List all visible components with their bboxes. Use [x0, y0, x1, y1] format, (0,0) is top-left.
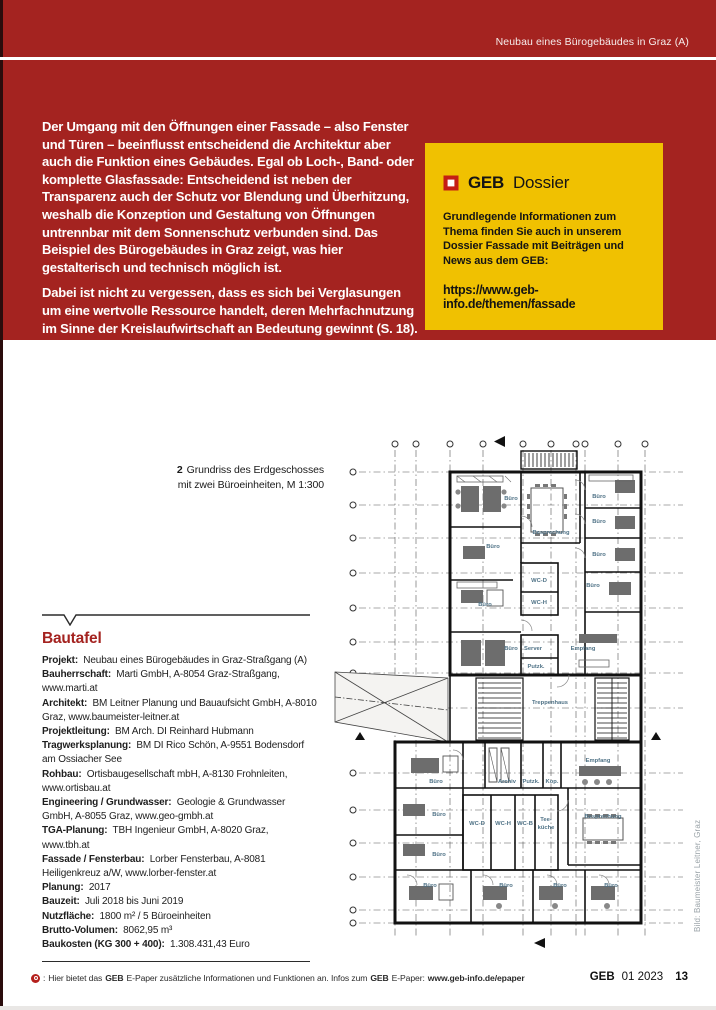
bautafel-entry: Nutzfläche: 1800 m² / 5 Büroeinheiten	[42, 910, 211, 922]
bautafel-title: Bautafel	[42, 630, 102, 647]
bautafel-entry: Bauherrschaft: Marti GmbH, A-8054 Graz-Straßgang, www.marti.at	[42, 669, 280, 695]
room-label: Büro	[486, 544, 500, 550]
room-label: Büro	[586, 583, 600, 589]
stair-core	[450, 675, 641, 742]
page-footer	[0, 971, 716, 991]
room-label: Büro	[432, 812, 446, 818]
dossier-body-pre: Grundlegende Informationen zum Thema finden Sie auch in unserem	[443, 211, 622, 238]
room-label: Putzk.	[522, 779, 540, 785]
geb-logo-icon	[443, 175, 459, 191]
bautafel-entry: Fassade / Fensterbau: Lorber Fensterbau, A-8081 Heiligenkreuz a/W, www.lorber-fenster.at	[42, 853, 266, 880]
room-label: Empfang	[570, 646, 596, 652]
header-rule	[0, 57, 716, 60]
room-label: Büro	[429, 779, 443, 785]
figure-caption-line2: mit zwei Büroeinheiten, M 1:300	[177, 479, 324, 491]
dossier-url-link[interactable]: https://www.geb-info.de/themen/fassade	[443, 283, 576, 311]
bautafel-section	[42, 612, 318, 962]
room-label: Büro	[432, 852, 446, 858]
footer-note-3: E-Paper:	[391, 973, 425, 983]
dossier-body-bold: Dossier Fassade	[443, 240, 529, 252]
room-label: Kop.	[545, 779, 559, 785]
room-label: Büro	[592, 552, 606, 558]
footer-epaper-note	[31, 973, 525, 983]
survey-marker-bottom	[534, 938, 545, 948]
room-label: Büro	[592, 519, 606, 525]
north-flag-icon	[494, 436, 505, 450]
footer-brand: GEB	[589, 971, 615, 983]
dossier-brand: GEB	[468, 173, 504, 192]
footer-note-brand-1: GEB	[105, 973, 124, 983]
dossier-body-post: mit Beiträgen und News aus dem GEB:	[443, 240, 624, 267]
room-label: WC-H	[495, 821, 511, 827]
dossier-box	[425, 143, 663, 330]
bautafel-entry: TGA-Planung: TBH Ingenieur GmbH, A-8020 Graz, www.tbh.at	[42, 825, 269, 851]
room-label: WC-H	[531, 600, 547, 606]
survey-marker-right	[651, 732, 661, 740]
footer-page-number: 13	[675, 971, 688, 983]
room-label: Büro	[423, 883, 437, 889]
floor-plan-figure	[333, 420, 695, 968]
bautafel-entries	[42, 654, 318, 952]
bautafel-entry: Bauzeit: Juli 2018 bis Juni 2019	[42, 896, 184, 908]
footer-issue-info	[590, 971, 688, 983]
room-label: Büro	[592, 494, 606, 500]
intro-paragraph-1: Der Umgang mit den Öffnungen einer Fassade – also Fenster und Türen – beeinflusst entscheidend die Architektur aber auch die Funktion eines Gebäudes. Egal ob Loch-, Band- oder komplette Glasfassade: Entscheidend ist neben der Transparenz auch der Schutz vor Blendung und Überhitzung, weshalb die Konzeption und Gestaltung von Öffnungen untrennbar mit dem Sonnenschutz verbunden sind. Das Beispiel des Bürogebäudes in Graz zeigt, was hier gestalterisch und technisch möglich ist.	[42, 119, 414, 275]
photo-credit: Bild: Baumeister Leitner, Graz	[693, 819, 702, 932]
footer-epaper-url[interactable]: www.geb-info.de/epaper	[427, 973, 525, 983]
footer-colon: :	[43, 973, 46, 983]
room-label: Treppenhaus	[531, 700, 569, 706]
room-label: Archiv	[497, 779, 517, 785]
intro-paragraph-2: Dabei ist nicht zu vergessen, dass es sich bei Verglasungen um eine wertvolle Ressource handelt, deren Mehrfachnutzung im Sinne der Kreislaufwirtschaft an Bedeutung gewinnt (S. 18). Neben dem Recycling bietet sich zudem der Glas- anstatt des kompletten Fenstertauschs an (S. 22).	[42, 285, 418, 371]
bautafel-endline	[42, 961, 310, 962]
epaper-icon	[31, 974, 40, 983]
footer-note-1: Hier bietet das	[48, 973, 103, 983]
canopy-outline	[335, 672, 448, 742]
room-label: Server	[523, 646, 543, 652]
bautafel-entry: Engineering / Grundwasser: Geologie & Grundwasser GmbH, A-8055 Graz, www.geo-gmbh.at	[42, 797, 286, 823]
room-label: Büro	[604, 883, 618, 889]
room-label: WC-D	[469, 821, 485, 827]
figure-number: 2	[176, 464, 183, 476]
bautafel-entry: Projekt: Neubau eines Bürogebäudes in Graz-Straßgang (A)	[42, 655, 307, 666]
external-stair-top	[521, 451, 577, 469]
room-label: küche	[537, 825, 555, 831]
room-label: Büro	[478, 602, 492, 608]
intro-text	[42, 118, 418, 380]
floor-plan-drawing	[333, 420, 695, 968]
figure-caption	[128, 463, 324, 493]
figure-caption-line1: Grundriss des Erdgeschosses	[186, 464, 324, 476]
room-label: Büro	[553, 883, 567, 889]
dossier-title	[443, 173, 645, 193]
bautafel-entry: Brutto-Volumen: 8062,95 m³	[42, 924, 173, 936]
room-label: Putzk.	[527, 664, 545, 670]
dossier-title-text: Dossier	[512, 173, 570, 192]
bautafel-entry: Baukosten (KG 300 + 400): 1.308.431,43 Euro	[42, 939, 250, 951]
bautafel-entry: Projektleitung: BM Arch. DI Reinhard Hubmann	[42, 726, 254, 738]
bautafel-entry: Planung: 2017	[42, 882, 111, 894]
room-label: Besprechung	[532, 530, 570, 536]
header-red-block	[3, 0, 716, 371]
room-label: Empfang	[585, 758, 611, 764]
page-kicker: Neubau eines Bürogebäudes in Graz (A)	[495, 36, 689, 48]
page-bottom-edge	[0, 1006, 716, 1010]
room-label: Büro	[504, 496, 518, 502]
room-label: WC-D	[531, 578, 547, 584]
room-label: Tee-	[540, 817, 552, 823]
bautafel-entry: Tragwerksplanung: BM DI Rico Schön, A-9551 Bodensdorf am Ossiacher See	[42, 740, 305, 766]
bautafel-entry: Architekt: BM Leitner Planung und Bauaufsicht GmbH, A-8010 Graz, www.baumeister-leitner.at	[42, 697, 317, 723]
footer-note-2: E-Paper zusätzliche Informationen und Funktionen an. Infos zum	[126, 973, 368, 983]
footer-issue: 01 2023	[621, 971, 664, 983]
room-label: Besprechung	[584, 814, 622, 820]
room-label: WC-B	[517, 821, 533, 827]
bautafel-entry: Rohbau: Ortisbaugesellschaft mbH, A-8130 Frohnleiten, www.ortisbau.at	[42, 768, 288, 794]
room-label: Büro	[499, 883, 513, 889]
footer-note-brand-2: GEB	[370, 973, 389, 983]
room-label: Büro	[504, 646, 518, 652]
bautafel-divider	[42, 612, 312, 626]
dossier-body	[443, 210, 645, 268]
survey-marker-left	[355, 732, 365, 740]
